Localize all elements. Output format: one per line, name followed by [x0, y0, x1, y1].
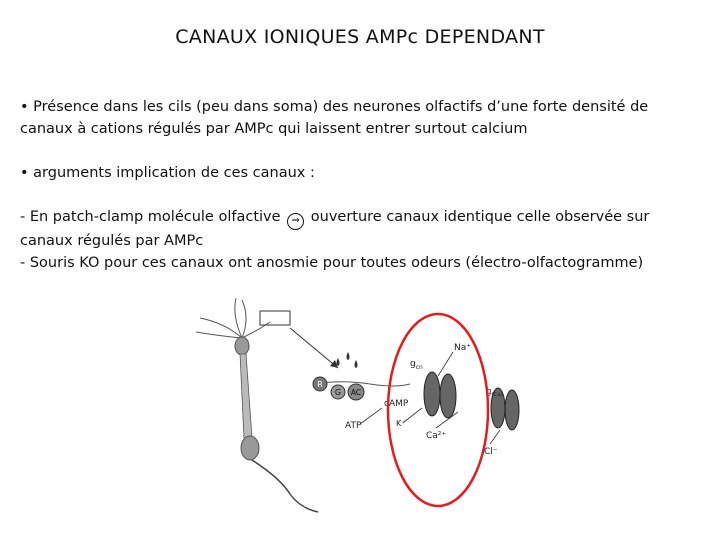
slide-title: CANAUX IONIQUES AMPc DEPENDANT: [175, 26, 545, 48]
zoom-box: [260, 311, 290, 325]
ca-label: Ca²⁺: [426, 431, 447, 441]
dendrite: [240, 354, 252, 438]
receptor-label: R: [317, 380, 323, 389]
g-protein-label: G: [334, 388, 342, 397]
olfactory-neuron-figure: [170, 288, 530, 528]
dendritic-knob: [235, 337, 249, 355]
camp-label: cAMP: [384, 399, 409, 409]
na-label: Na⁺: [454, 343, 471, 353]
zoom-arrow: [290, 328, 338, 368]
soma: [241, 436, 259, 460]
gcl-label: $g_{(Ca)}$: [486, 387, 503, 398]
na-arrow: [438, 352, 453, 376]
atp-arrow: [360, 408, 382, 424]
patch-clamp-text: - En patch-clamp molécule olfactive: [20, 209, 281, 225]
membrane: [320, 382, 410, 386]
neuron-cilia: [196, 298, 270, 338]
cl-arrow: [490, 430, 500, 444]
gcn-label: $g_{cn}$: [410, 359, 423, 371]
k-arrow: [404, 408, 422, 422]
adenylyl-cyclase-label: AC: [350, 388, 362, 397]
arrow-icon: ⇒: [287, 213, 304, 230]
arguments-list: [20, 206, 700, 274]
cng-channel: [424, 372, 456, 418]
cl-label: Cl⁻: [484, 447, 498, 457]
knockout-mice-text: - Souris KO pour ces canaux ont anosmie pour toutes odeurs (électro-olfactogramme): [20, 255, 644, 271]
bullet-presence-canaux: • Présence dans les cils (peu dans soma) des neurones olfactifs d’une forte densité de canaux à cations régulés par AMPc qui laissent entrer surtout calcium: [20, 99, 649, 137]
axon: [252, 460, 318, 512]
patch-clamp-result-text: ouverture canaux identique celle observée sur canaux régulés par AMPc: [20, 209, 650, 249]
bullet-arguments: • arguments implication de ces canaux :: [20, 165, 315, 181]
atp-label: ATP: [345, 421, 362, 431]
odorant-molecules: [337, 352, 358, 368]
k-label: K⁺: [396, 419, 406, 428]
